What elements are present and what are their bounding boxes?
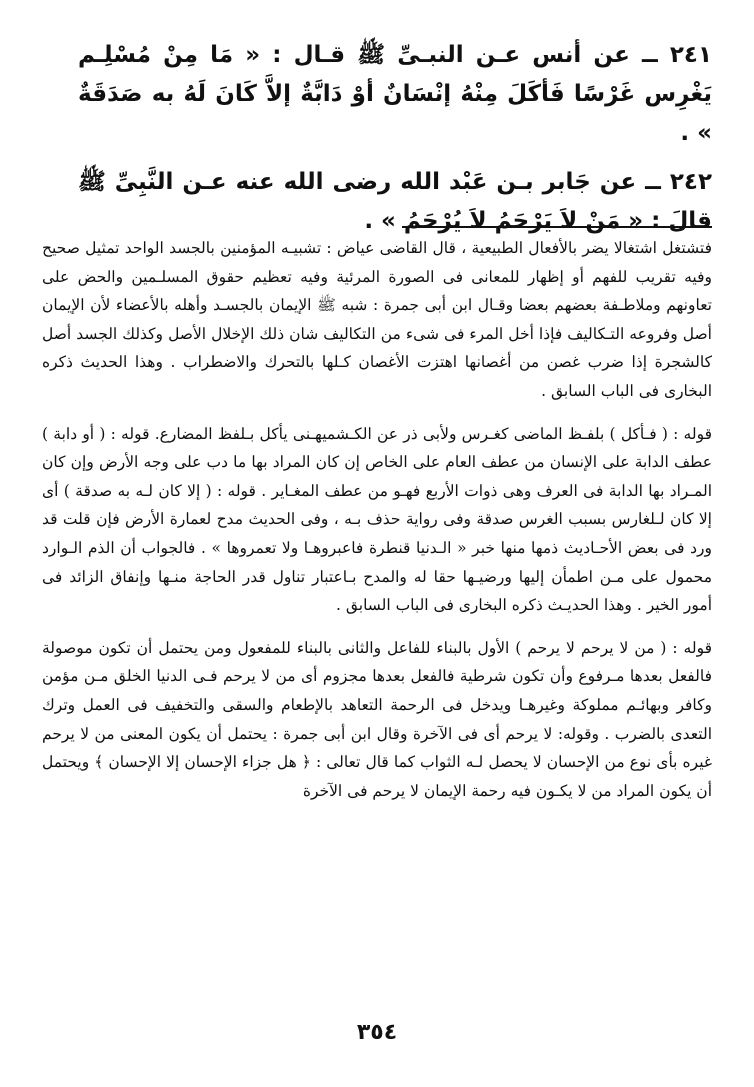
commentary-paragraph-3: قوله : ( من لا يرحم لا يرحم ) الأول بالبناء للفاعل والثانى بالبناء للمفعول ومن يحتمل أن تكون موصولة فالفعل بعدها مـرفوع وأن تكون شرطية فالفعل بعدها مجزوم أى من لا يرحم فـى الدنيا الخلق مـن مؤمن وكافر وبهائـم مملوكة وغيرهـا ويدخل فى الرحمة التعاهد بالإطعام والسقى والتخفيف فى العمل وترك التعدى بالضرب . وقوله: لا يرحم أى فى الآخرة وقال ابن أبى جمرة : يحتمل أن يكون المعنى من لا يرحم غيره بأى نوع من الإحسان لا يحصل لـه الثواب كما قال تعالى : ﴿ هل جزاء الإحسان إلا الإحسان ﴾ ويحتمل أن يكون المراد من لا يكـون فيه رحمة الإيمان لا يرحم فى الآخرة [42,638,712,800]
commentary-paragraph-2: قوله : ( فـأكل ) بلفـظ الماضى كغـرس ولأبى ذر عن الكـشميهـنى يأكل بـلفظ المضارع. قوله : ( أو دابة ) عطف الدابة على الإنسان من عطف العام على الخاص إن كان المراد بها ما دب على وجه الأرض وإن كان المـراد بها الدابة فى العرف وهى ذوات الأربع فهـو من عطف المغـاير . قوله : ( إلا كان لـه به صدقة ) أى إلا كان لـلغارس بسبب الغرس صدقة وفى رواية حذف بـه ، وفى الحديث مدح لعمارة الأرض فإن قلت قد ورد فى بعض الأحـاديث ذمها منها خبر « الـدنيا قنطرة فاعبروهـا ولا تعمروها » . فالجواب أن الذم الـوارد محمول على مـن اطمأن إليها ورضيـها حقا له والمدح بـاعتبار تناول قدر الحاجة منـها وإنفاق الزائد فى أمور الخير . وهذا الحديـث ذكره البخارى فى الباب السابق . [42,424,712,615]
commentary-section [42,234,712,819]
page-number: ٣٥٤ [356,1020,398,1045]
footnote-divider [402,226,712,228]
commentary-paragraph-1: فتشتغل اشتغالا يضر بالأفعال الطبيعية ، قال القاضى عياض : تشبيـه المؤمنين بالجسد الواحد تمثيل صحيح وفيه تقريب للفهم أو إظهار للمعانى فى الصورة المرئية وفيه تعظيم حقوق المسلـمين والحض على تعاونهم وملاطـفة بعضهم بعضا وقـال ابن أبى جمرة : شبه ﷺ الإيمان بالجسـد وأهله بالأعضاء لأن الإيمان أصل وفروعه التـكاليف فإذا أخل المرء فى شىء من التكاليف شان ذلك الإخلال الأصل وكذلك الجسد أصل كالشجرة إذا ضرب غصن من أغصانها اهتزت الأغصان كـلها بالتحرك والاضطراب . وهذا الحديث ذكره البخارى فى الباب السابق . [42,239,712,400]
hadith-241: ٢٤١ ــ عن أنس عـن النبـىِّ ﷺ قـال : « مَا مِنْ مُسْلِـم يَغْرِس غَرْسًا فَأكَلَ مِنْهُ إنْسَانٌ أوْ دَابَّةٌ إلاَّ كَانَ لَهُ به صَدَقَةٌ » . [78,42,712,146]
hadith-242: ٢٤٢ ــ عن جَابر بـن عَبْد الله رضى الله عنه عـن النَّبِىِّ ﷺ قالَ : « مَنْ لاَ يَرْحَمُ لاَ يُرْحَمُ » . [78,169,712,234]
hadith-section [78,36,712,251]
